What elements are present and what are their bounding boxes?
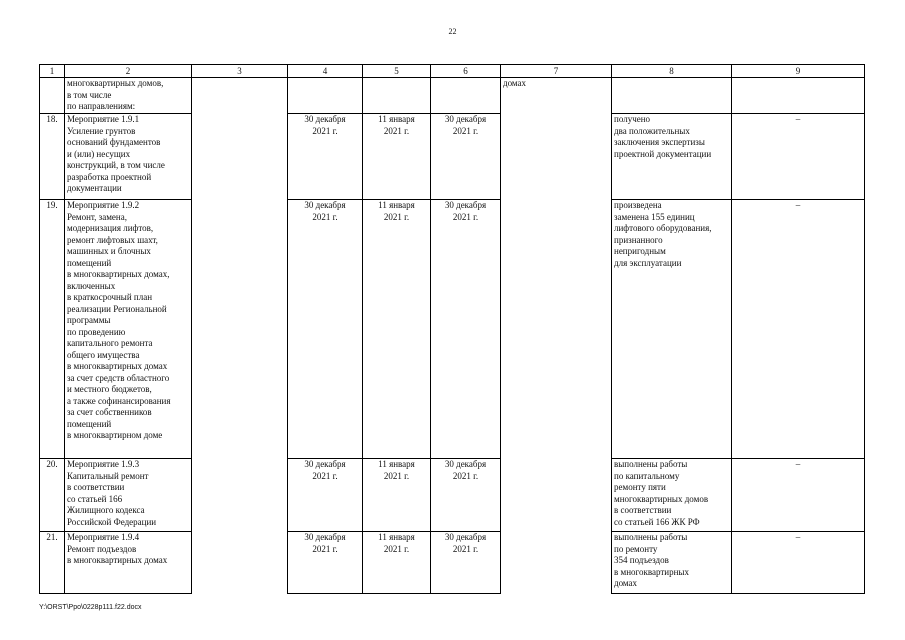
continuation-text: многоквартирных домов, в том числе по направлениям: xyxy=(65,78,192,114)
note-text: – xyxy=(732,200,865,459)
result-text: получено два положительных заключения экспертизы проектной документации xyxy=(612,114,732,200)
activity-name: Мероприятие 1.9.1 Усиление грунтов оснований фундаментов и (или) несущих конструкций, в том числе разработка проектной документации xyxy=(65,114,192,200)
header-cell: 7 xyxy=(501,65,612,78)
header-cell: 9 xyxy=(732,65,865,78)
date-cell xyxy=(363,78,431,114)
date-start: 11 января 2021 г. xyxy=(363,114,431,200)
date-planned: 30 декабря 2021 г. xyxy=(288,200,363,459)
table-row xyxy=(40,114,865,200)
activity-name: Мероприятие 1.9.2 Ремонт, замена, модернизация лифтов, ремонт лифтовых шахт, машинных и блочных помещений в многоквартирных домах, включенных в краткосрочный план реализации Региональной программы по проведению капитального ремонта общего имущества в многоквартирных домах за счет средств областного и местного бюджетов, а также софинансирования за счет собственников помещений в многоквартирном доме xyxy=(65,200,192,459)
result-text: выполнены работы по ремонту 354 подъездов в многоквартирных домах xyxy=(612,532,732,594)
date-cell xyxy=(431,78,501,114)
date-planned: 30 декабря 2021 г. xyxy=(288,532,363,594)
report-table xyxy=(39,64,865,594)
header-cell: 5 xyxy=(363,65,431,78)
date-end: 30 декабря 2021 г. xyxy=(431,200,501,459)
result-text: выполнены работы по капитальному ремонту пяти многоквартирных домов в соответствии со статьей 166 ЖК РФ xyxy=(612,459,732,532)
date-planned: 30 декабря 2021 г. xyxy=(288,114,363,200)
continuation-col7: домах xyxy=(501,78,612,594)
header-cell: 4 xyxy=(288,65,363,78)
table-row xyxy=(40,459,865,532)
result-cell xyxy=(612,78,732,114)
table-row xyxy=(40,532,865,594)
header-cell: 1 xyxy=(40,65,65,78)
header-cell: 3 xyxy=(192,65,288,78)
activity-name: Мероприятие 1.9.3 Капитальный ремонт в соответствии со статьей 166 Жилищного кодекса Российской Федерации xyxy=(65,459,192,532)
note-text: – xyxy=(732,459,865,532)
note-text: – xyxy=(732,532,865,594)
row-number-cell xyxy=(40,78,65,114)
header-cell: 2 xyxy=(65,65,192,78)
date-end: 30 декабря 2021 г. xyxy=(431,459,501,532)
row-number: 18. xyxy=(40,114,65,200)
note-text: – xyxy=(732,114,865,200)
header-cell: 6 xyxy=(431,65,501,78)
file-path-footer: Y:\ORST\Ppo\0228p111.f22.docx xyxy=(39,604,142,611)
activity-name: Мероприятие 1.9.4 Ремонт подъездов в многоквартирных домах xyxy=(65,532,192,594)
date-planned: 30 декабря 2021 г. xyxy=(288,459,363,532)
date-end: 30 декабря 2021 г. xyxy=(431,532,501,594)
table-row xyxy=(40,200,865,459)
row-number: 20. xyxy=(40,459,65,532)
column-3-cell xyxy=(192,78,288,594)
date-start: 11 января 2021 г. xyxy=(363,200,431,459)
header-cell: 8 xyxy=(612,65,732,78)
table-row xyxy=(40,78,865,114)
note-cell xyxy=(732,78,865,114)
row-number: 19. xyxy=(40,200,65,459)
result-text: произведена заменена 155 единиц лифтового оборудования, признанного непригодным для эксплуатации xyxy=(612,200,732,459)
date-end: 30 декабря 2021 г. xyxy=(431,114,501,200)
header-row xyxy=(40,65,865,78)
date-start: 11 января 2021 г. xyxy=(363,459,431,532)
date-cell xyxy=(288,78,363,114)
page-number: 22 xyxy=(448,27,457,36)
date-start: 11 января 2021 г. xyxy=(363,532,431,594)
row-number: 21. xyxy=(40,532,65,594)
